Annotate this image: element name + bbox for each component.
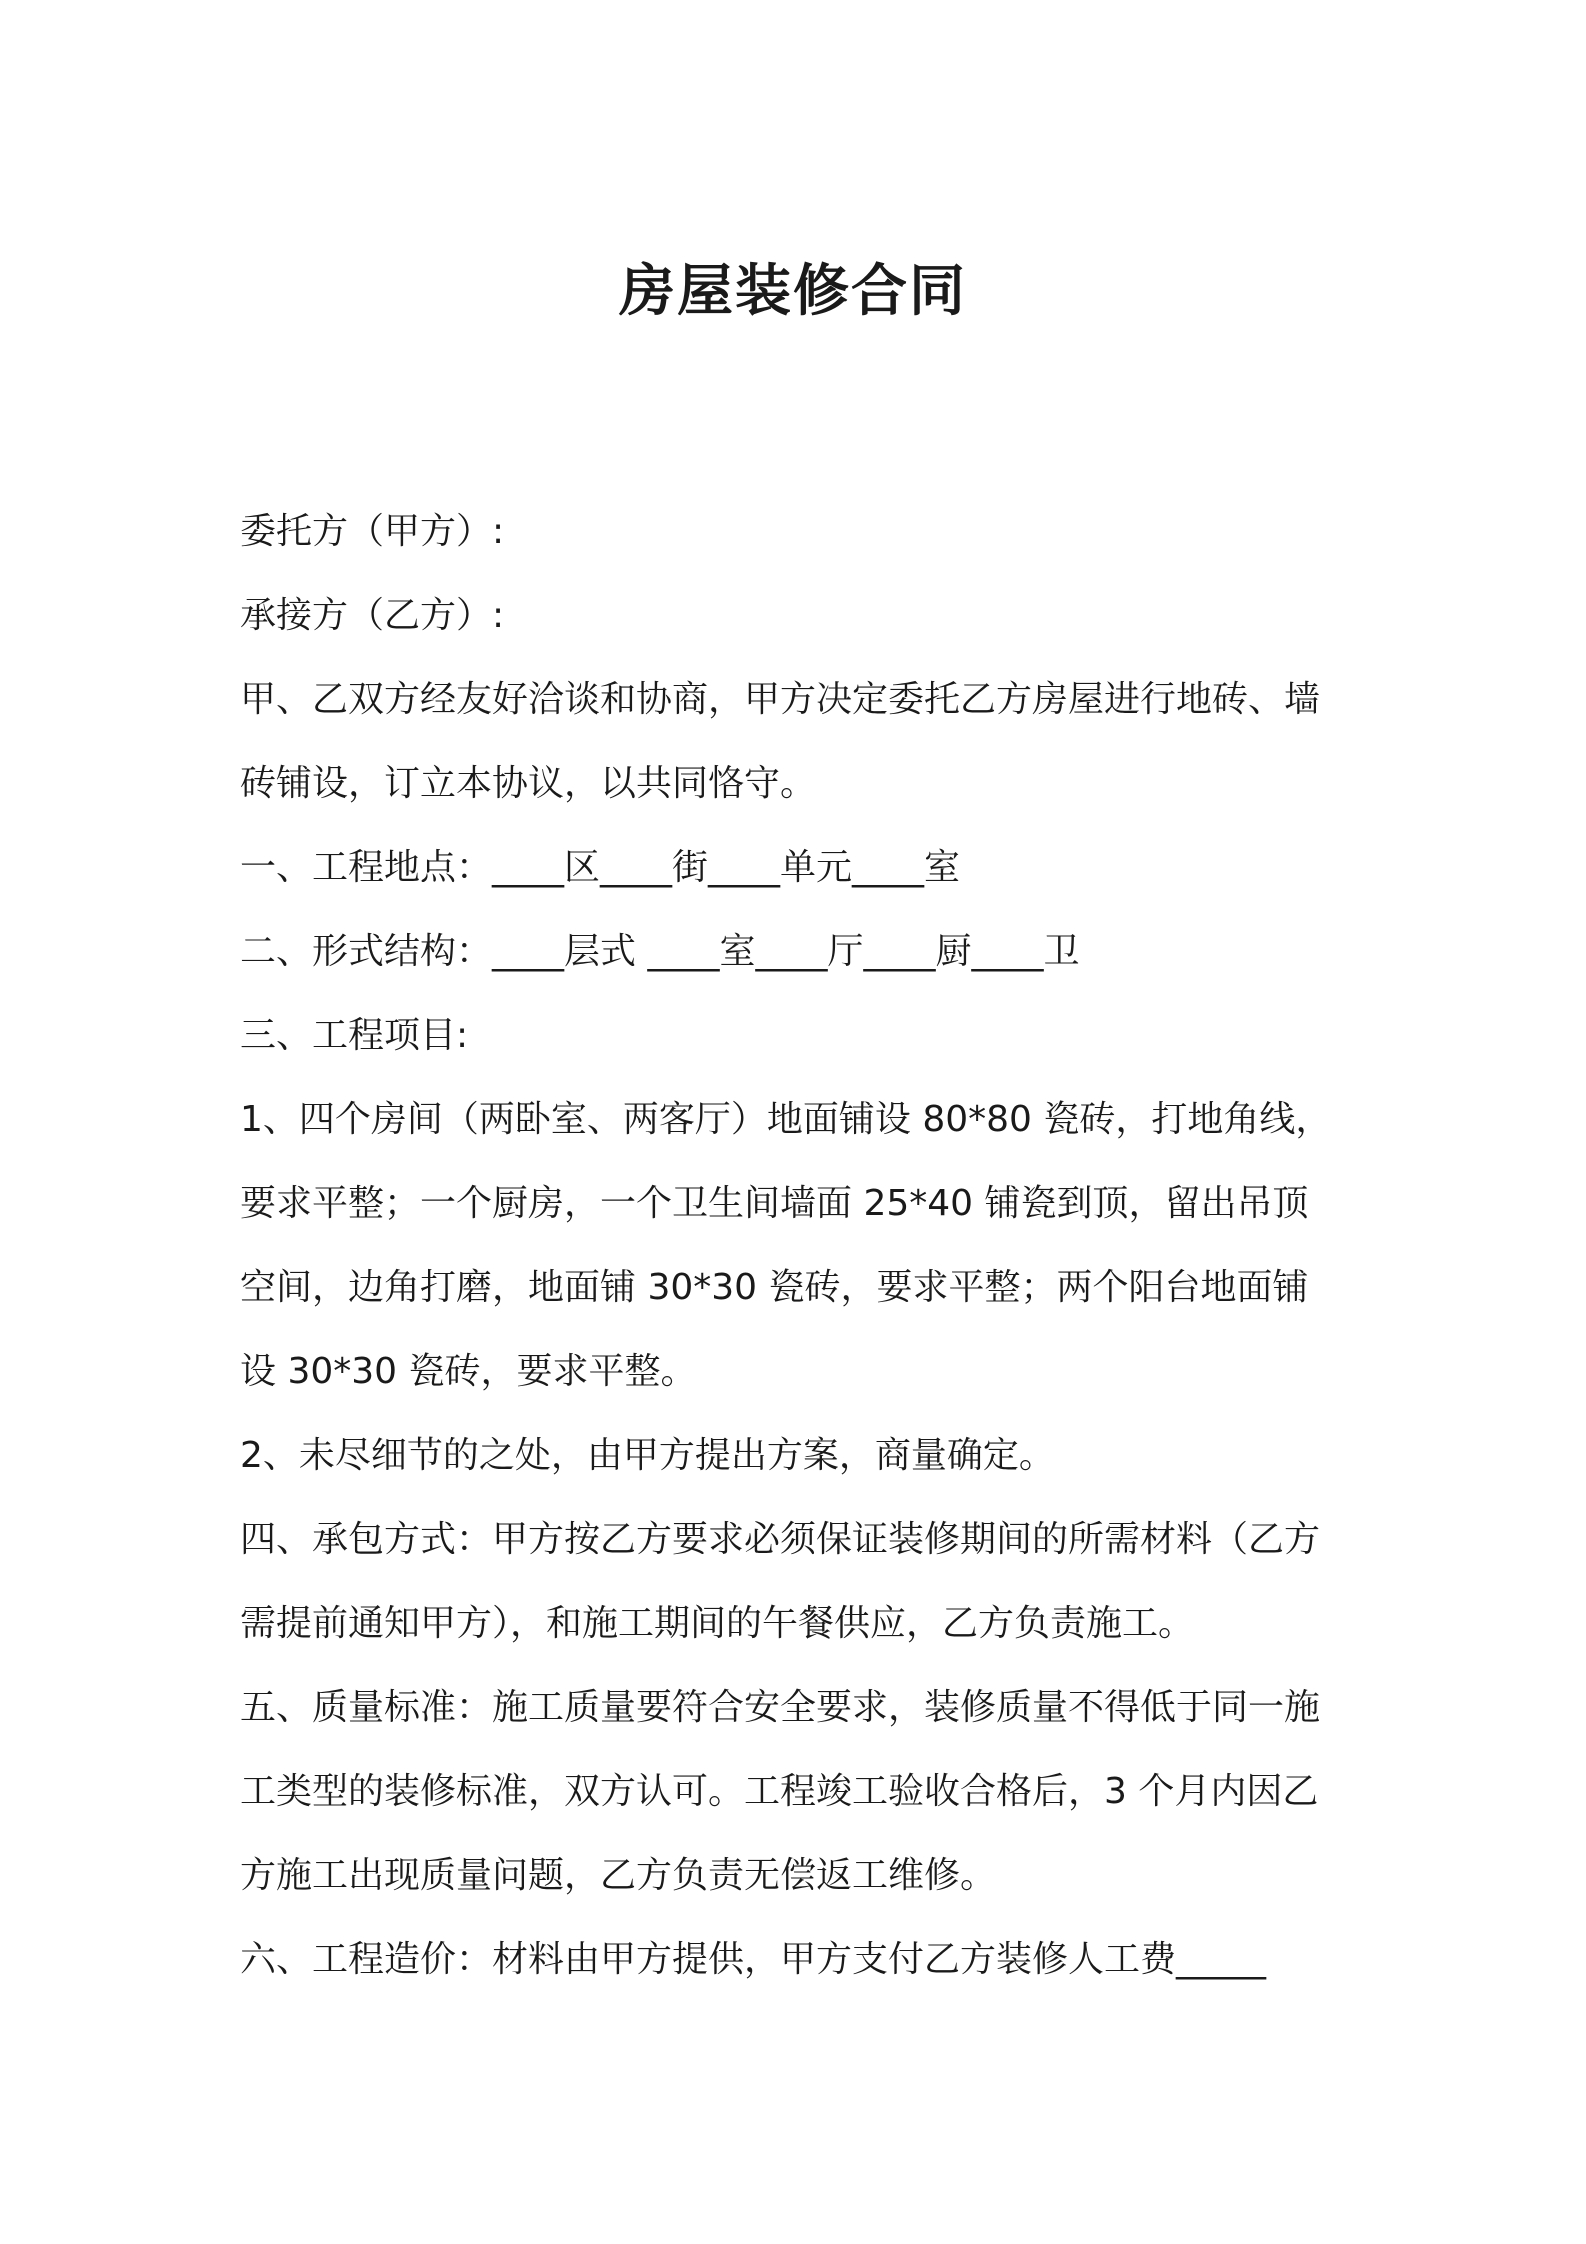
document-title: 房屋装修合同 <box>619 259 967 324</box>
clause-contract-line-1: 四、承包方式：甲方按乙方要求必须保证装修期间的所需材料（乙方 <box>240 1519 1321 1560</box>
party-b-line: 承接方（乙方）: <box>240 595 505 636</box>
item-1-line-1: 1、四个房间（两卧室、两客厅）地面铺设 80*80 瓷砖，打地角线， <box>240 1099 1332 1140</box>
item-2: 2、未尽细节的之处，由甲方提出方案，商量确定。 <box>240 1435 1055 1476</box>
clause-structure: 二、形式结构：____层式 ____室____厅____厨____卫 <box>240 931 1080 972</box>
clause-location: 一、工程地点：____区____街____单元____室 <box>240 847 961 888</box>
preamble-line-1: 甲、乙双方经友好洽谈和协商，甲方决定委托乙方房屋进行地砖、墙 <box>240 679 1321 720</box>
preamble-line-2: 砖铺设，订立本协议，以共同恪守。 <box>240 763 817 804</box>
item-1-line-2: 要求平整；一个厨房，一个卫生间墙面 25*40 铺瓷到顶，留出吊顶 <box>240 1183 1309 1224</box>
clause-contract-line-2: 需提前通知甲方），和施工期间的午餐供应，乙方负责施工。 <box>240 1603 1195 1644</box>
clause-items-heading: 三、工程项目: <box>240 1015 469 1056</box>
item-1-line-4: 设 30*30 瓷砖，要求平整。 <box>240 1351 697 1392</box>
clause-quality-line-3: 方施工出现质量问题，乙方负责无偿返工维修。 <box>240 1855 997 1896</box>
item-1-line-3: 空间，边角打磨，地面铺 30*30 瓷砖，要求平整；两个阳台地面铺 <box>240 1267 1309 1308</box>
clause-quality-line-1: 五、质量标准：施工质量要符合安全要求，装修质量不得低于同一施 <box>240 1687 1321 1728</box>
document-body <box>240 490 1360 2002</box>
clause-quality-line-2: 工类型的装修标准，双方认可。工程竣工验收合格后，3 个月内因乙 <box>240 1771 1319 1812</box>
party-a-line: 委托方（甲方）: <box>240 511 505 552</box>
clause-cost: 六、工程造价：材料由甲方提供，甲方支付乙方装修人工费_____ <box>240 1939 1267 1980</box>
